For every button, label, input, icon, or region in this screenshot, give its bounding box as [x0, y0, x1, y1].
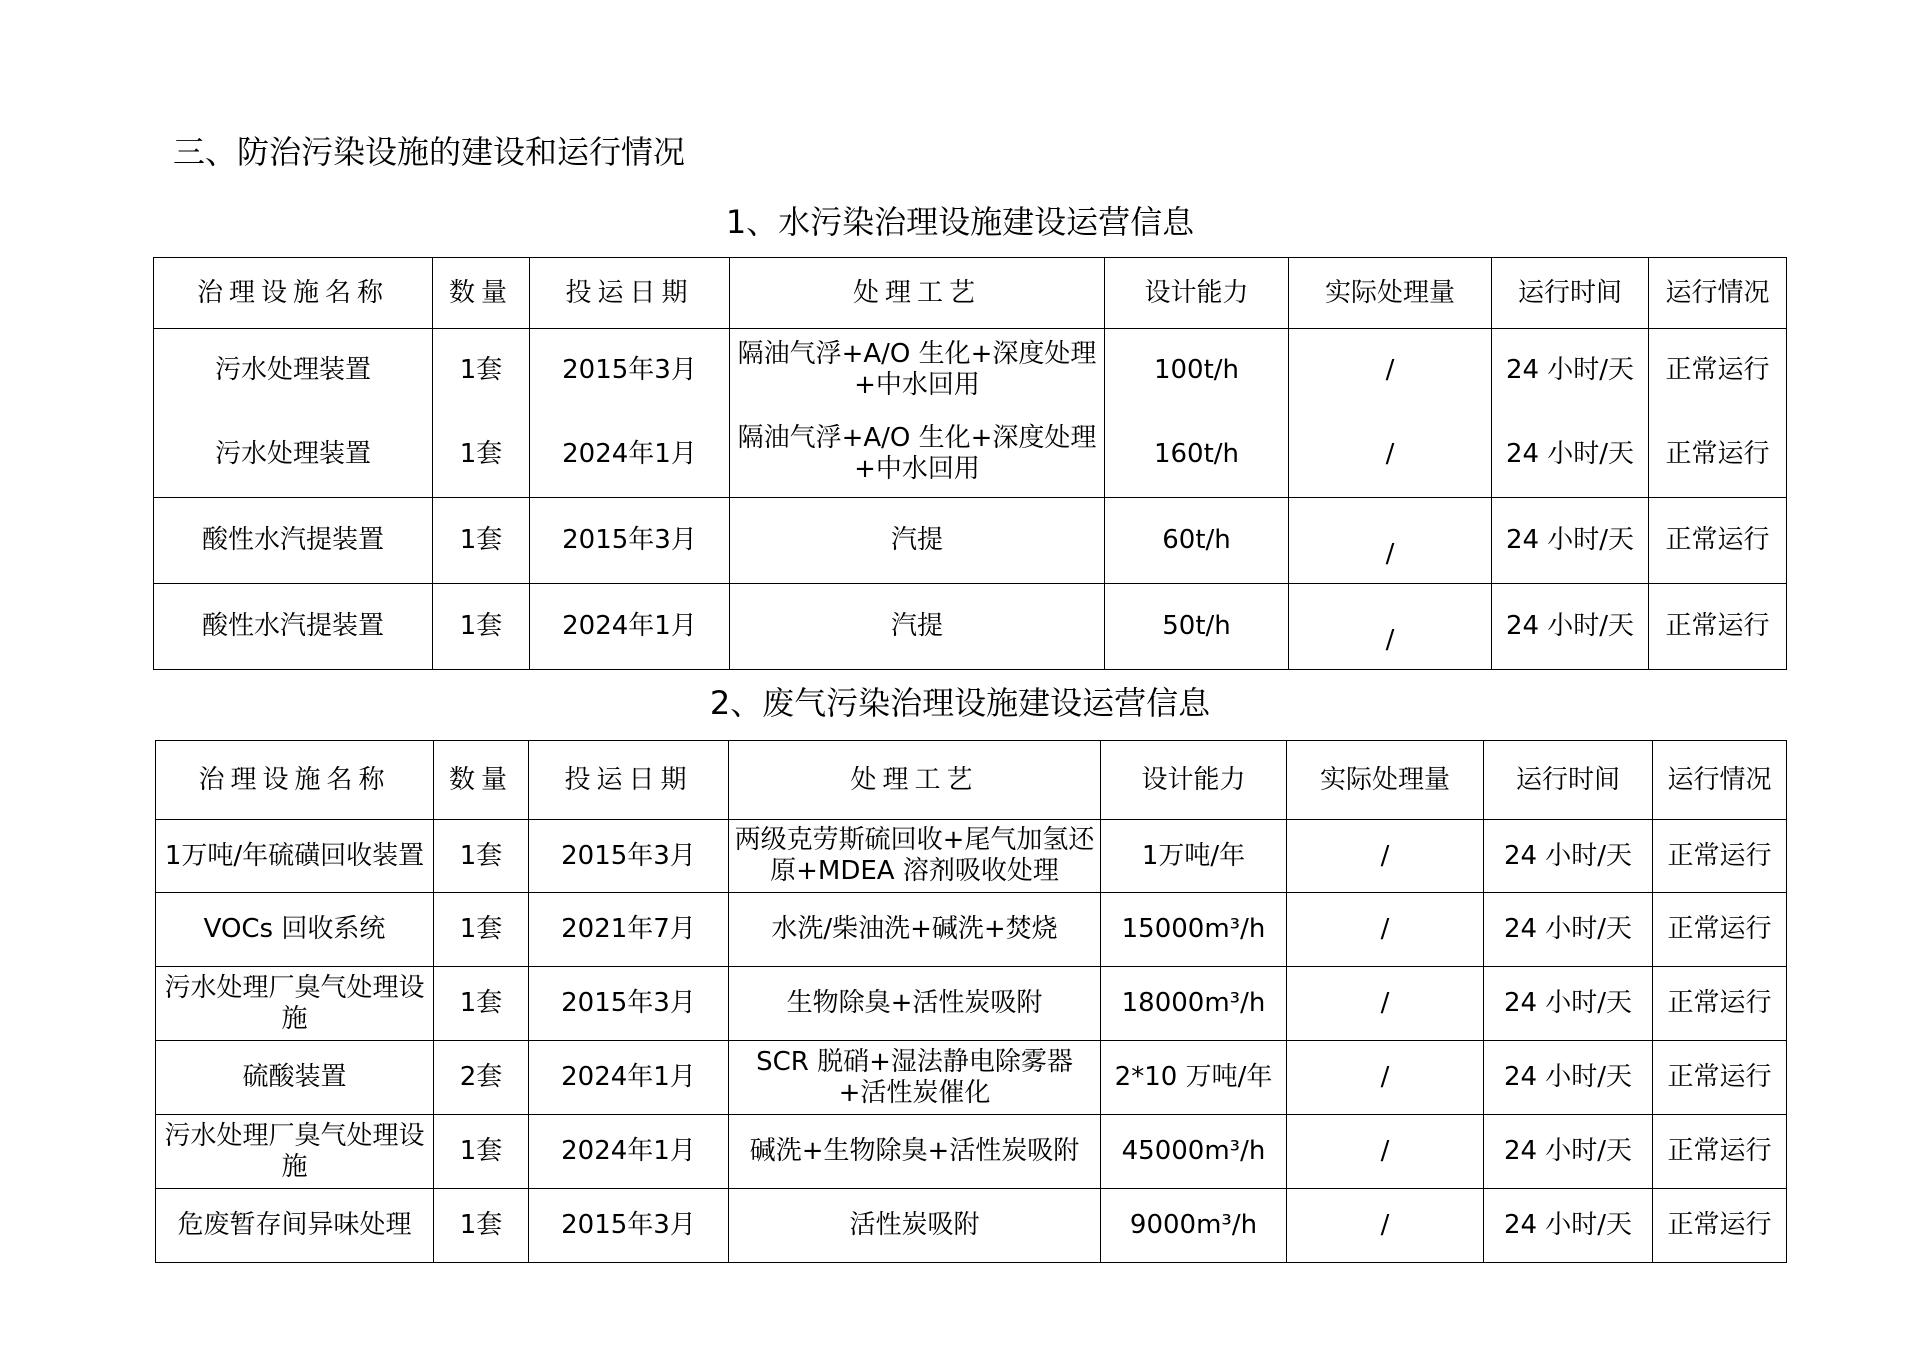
cell-design-capacity: 45000m³/h: [1101, 1115, 1287, 1189]
header-actual-volume: 实际处理量: [1287, 741, 1484, 820]
water-table-title: 1、水污染治理设施建设运营信息: [725, 203, 1195, 241]
cell-commission-date: 2015年3月: [530, 329, 730, 412]
cell-commission-date: 2024年1月: [530, 584, 730, 670]
header-status: 运行情况: [1649, 258, 1787, 329]
actual-volume-value: /: [1385, 539, 1395, 569]
cell-facility-name: 污水处理装置: [154, 329, 433, 412]
cell-design-capacity: 9000m³/h: [1101, 1189, 1287, 1263]
cell-run-time: 24 小时/天: [1492, 498, 1649, 584]
cell-design-capacity: 2*10 万吨/年: [1101, 1041, 1287, 1115]
cell-design-capacity: 60t/h: [1105, 498, 1289, 584]
table-row: [156, 1115, 1787, 1189]
cell-facility-name: 污水处理厂臭气处理设施: [156, 967, 434, 1041]
cell-actual-volume: /: [1287, 967, 1484, 1041]
cell-quantity: 1套: [433, 584, 530, 670]
cell-facility-name: VOCs 回收系统: [156, 893, 434, 967]
table-row: [154, 329, 1787, 412]
cell-status: 正常运行: [1653, 1189, 1787, 1263]
header-status: 运行情况: [1653, 741, 1787, 820]
cell-commission-date: 2015年3月: [530, 498, 730, 584]
cell-process: 两级克劳斯硫回收+尾气加氢还原+MDEA 溶剂吸收处理: [729, 820, 1101, 893]
cell-commission-date: 2021年7月: [529, 893, 729, 967]
cell-run-time: 24 小时/天: [1484, 893, 1653, 967]
cell-design-capacity: 18000m³/h: [1101, 967, 1287, 1041]
cell-commission-date: 2015年3月: [529, 967, 729, 1041]
cell-status: 正常运行: [1649, 498, 1787, 584]
table-row: [154, 412, 1787, 498]
header-design-capacity: 设计能力: [1105, 258, 1289, 329]
cell-design-capacity: 15000m³/h: [1101, 893, 1287, 967]
cell-quantity: 1套: [433, 498, 530, 584]
cell-facility-name: 酸性水汽提装置: [154, 584, 433, 670]
header-commission-date: 投运日期: [530, 258, 730, 329]
cell-quantity: 1套: [433, 412, 530, 498]
cell-run-time: 24 小时/天: [1484, 820, 1653, 893]
cell-commission-date: 2024年1月: [530, 412, 730, 498]
cell-actual-volume: /: [1287, 1041, 1484, 1115]
cell-actual-volume: /: [1287, 820, 1484, 893]
cell-actual-volume: /: [1289, 329, 1492, 412]
cell-run-time: 24 小时/天: [1492, 412, 1649, 498]
air-table-title: 2、废气污染治理设施建设运营信息: [709, 684, 1211, 722]
table-row: [154, 498, 1787, 584]
header-quantity: 数量: [433, 258, 530, 329]
cell-quantity: 1套: [434, 820, 529, 893]
table-header-row: [156, 741, 1787, 820]
cell-status: 正常运行: [1653, 967, 1787, 1041]
cell-run-time: 24 小时/天: [1484, 1041, 1653, 1115]
cell-status: 正常运行: [1649, 329, 1787, 412]
header-facility-name: 治理设施名称: [154, 258, 433, 329]
cell-design-capacity: 1万吨/年: [1101, 820, 1287, 893]
table-header-row: [154, 258, 1787, 329]
cell-run-time: 24 小时/天: [1484, 1115, 1653, 1189]
cell-commission-date: 2015年3月: [529, 820, 729, 893]
cell-commission-date: 2015年3月: [529, 1189, 729, 1263]
header-process: 处理工艺: [730, 258, 1105, 329]
cell-process: 生物除臭+活性炭吸附: [729, 967, 1101, 1041]
cell-actual-volume: [1289, 498, 1492, 584]
actual-volume-value: /: [1385, 625, 1395, 655]
header-facility-name: 治理设施名称: [156, 741, 434, 820]
cell-facility-name: 1万吨/年硫磺回收装置: [156, 820, 434, 893]
cell-facility-name: 硫酸装置: [156, 1041, 434, 1115]
header-process: 处理工艺: [729, 741, 1101, 820]
cell-status: 正常运行: [1653, 820, 1787, 893]
water-facilities-table: [153, 257, 1787, 670]
cell-quantity: 2套: [434, 1041, 529, 1115]
cell-process: 水洗/柴油洗+碱洗+焚烧: [729, 893, 1101, 967]
cell-actual-volume: /: [1287, 1189, 1484, 1263]
table-row: [156, 1041, 1787, 1115]
header-quantity: 数量: [434, 741, 529, 820]
header-actual-volume: 实际处理量: [1289, 258, 1492, 329]
cell-facility-name: 污水处理装置: [154, 412, 433, 498]
cell-run-time: 24 小时/天: [1484, 967, 1653, 1041]
cell-facility-name: 污水处理厂臭气处理设施: [156, 1115, 434, 1189]
cell-commission-date: 2024年1月: [529, 1115, 729, 1189]
cell-run-time: 24 小时/天: [1492, 329, 1649, 412]
cell-process: 汽提: [730, 498, 1105, 584]
cell-commission-date: 2024年1月: [529, 1041, 729, 1115]
cell-quantity: 1套: [434, 893, 529, 967]
cell-actual-volume: [1289, 584, 1492, 670]
header-run-time: 运行时间: [1484, 741, 1653, 820]
cell-status: 正常运行: [1653, 893, 1787, 967]
cell-quantity: 1套: [433, 329, 530, 412]
cell-facility-name: 酸性水汽提装置: [154, 498, 433, 584]
header-design-capacity: 设计能力: [1101, 741, 1287, 820]
section-title: 三、防治污染设施的建设和运行情况: [173, 133, 686, 171]
table-row: [156, 1189, 1787, 1263]
cell-quantity: 1套: [434, 1189, 529, 1263]
cell-facility-name: 危废暂存间异味处理: [156, 1189, 434, 1263]
cell-process: SCR 脱硝+湿法静电除雾器+活性炭催化: [729, 1041, 1101, 1115]
cell-status: 正常运行: [1653, 1115, 1787, 1189]
cell-process: 活性炭吸附: [729, 1189, 1101, 1263]
cell-status: 正常运行: [1649, 584, 1787, 670]
cell-design-capacity: 160t/h: [1105, 412, 1289, 498]
cell-run-time: 24 小时/天: [1484, 1189, 1653, 1263]
cell-process: 碱洗+生物除臭+活性炭吸附: [729, 1115, 1101, 1189]
table-row: [156, 820, 1787, 893]
cell-quantity: 1套: [434, 1115, 529, 1189]
table-row: [156, 893, 1787, 967]
cell-design-capacity: 100t/h: [1105, 329, 1289, 412]
cell-process: 隔油气浮+A/O 生化+深度处理+中水回用: [730, 329, 1105, 412]
header-commission-date: 投运日期: [529, 741, 729, 820]
cell-process: 汽提: [730, 584, 1105, 670]
table-row: [156, 967, 1787, 1041]
cell-quantity: 1套: [434, 967, 529, 1041]
cell-process: 隔油气浮+A/O 生化+深度处理+中水回用: [730, 412, 1105, 498]
air-facilities-table: [155, 740, 1787, 1263]
cell-run-time: 24 小时/天: [1492, 584, 1649, 670]
cell-status: 正常运行: [1649, 412, 1787, 498]
table-row: [154, 584, 1787, 670]
cell-actual-volume: /: [1289, 412, 1492, 498]
cell-status: 正常运行: [1653, 1041, 1787, 1115]
cell-actual-volume: /: [1287, 1115, 1484, 1189]
cell-design-capacity: 50t/h: [1105, 584, 1289, 670]
header-run-time: 运行时间: [1492, 258, 1649, 329]
cell-actual-volume: /: [1287, 893, 1484, 967]
